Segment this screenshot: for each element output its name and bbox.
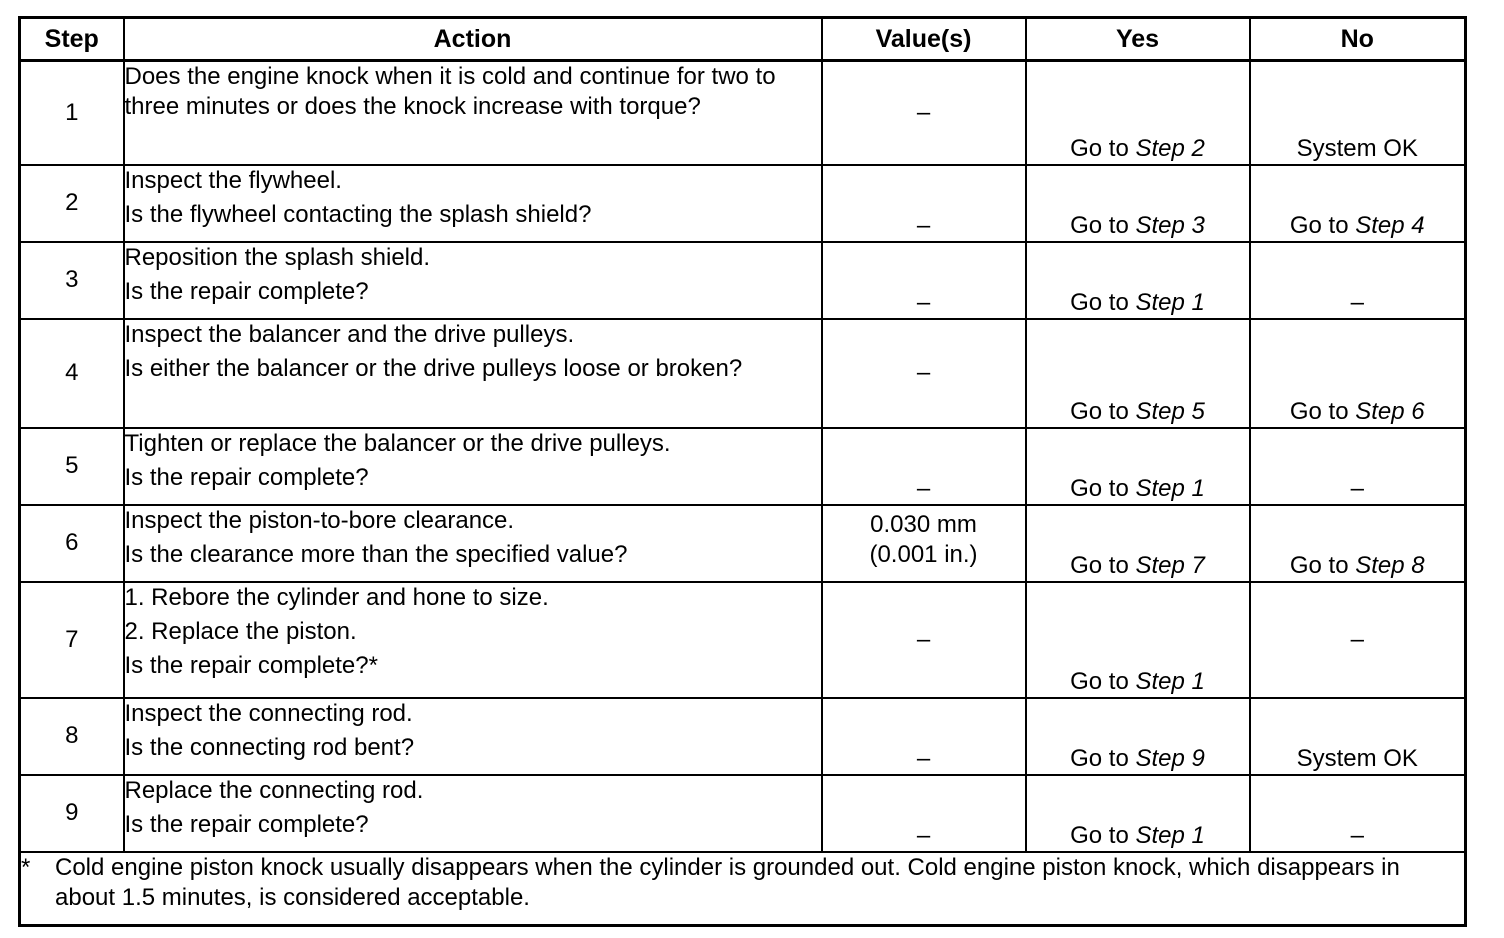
header-no: No <box>1250 18 1466 61</box>
footnote-cell <box>20 852 1466 926</box>
step-number: 5 <box>20 428 124 505</box>
action-line: Is the repair complete? <box>124 810 369 838</box>
yes-step-ref: Step 3 <box>1135 211 1205 239</box>
no-step-ref: Step 4 <box>1355 211 1425 239</box>
yes-cell <box>1026 242 1250 319</box>
action-line: Inspect the balancer and the drive pulleys. <box>124 320 575 348</box>
table-row <box>20 698 1466 775</box>
no-cell <box>1250 505 1466 582</box>
yes-prefix: Go to <box>1070 397 1136 425</box>
no-cell <box>1250 242 1466 319</box>
action-line: 1. Rebore the cylinder and hone to size. <box>124 583 549 611</box>
action-line: Inspect the piston-to-bore clearance. <box>124 506 515 534</box>
value-cell: – <box>822 165 1026 242</box>
no-prefix: System OK <box>1296 744 1418 772</box>
value-cell: – <box>822 61 1026 165</box>
yes-step-ref: Step 2 <box>1135 134 1205 162</box>
no-prefix: Go to <box>1289 211 1356 239</box>
value-cell: – <box>822 319 1026 428</box>
table-body <box>20 61 1466 926</box>
action-line: Replace the connecting rod. <box>124 776 424 804</box>
yes-cell <box>1026 428 1250 505</box>
yes-prefix: Go to <box>1070 744 1136 772</box>
yes-prefix: Go to <box>1070 134 1136 162</box>
action-line: Tighten or replace the balancer or the drive pulleys. <box>124 429 671 457</box>
header-yes: Yes <box>1026 18 1250 61</box>
value-cell: – <box>822 698 1026 775</box>
action-line: Inspect the connecting rod. <box>124 699 413 727</box>
yes-prefix: Go to <box>1070 667 1136 695</box>
step-number: 8 <box>20 698 124 775</box>
header-step: Step <box>20 18 124 61</box>
action-line: Is either the balancer or the drive pulleys loose or broken? <box>124 354 743 382</box>
no-cell <box>1250 61 1466 165</box>
action-line: Is the repair complete? <box>124 463 369 491</box>
no-step-ref: Step 6 <box>1355 397 1425 425</box>
action-cell <box>124 698 822 775</box>
yes-step-ref: Step 9 <box>1135 744 1205 772</box>
yes-prefix: Go to <box>1070 474 1136 502</box>
yes-prefix: Go to <box>1070 211 1136 239</box>
no-prefix: Go to <box>1289 397 1356 425</box>
no-prefix: System OK <box>1296 134 1418 162</box>
table-row <box>20 61 1466 165</box>
value-cell: – <box>822 242 1026 319</box>
no-cell <box>1250 698 1466 775</box>
action-line: 2. Replace the piston. <box>124 617 357 645</box>
yes-cell <box>1026 582 1250 698</box>
step-number: 3 <box>20 242 124 319</box>
value-metric: 0.030 mm <box>870 510 977 538</box>
table-row <box>20 582 1466 698</box>
no-cell <box>1250 165 1466 242</box>
value-cell <box>822 505 1026 582</box>
header-action: Action <box>124 18 822 61</box>
action-line: Reposition the splash shield. <box>124 243 431 271</box>
footnote-row <box>20 852 1466 926</box>
table-row <box>20 775 1466 852</box>
value-imperial: (0.001 in.) <box>869 540 978 568</box>
no-prefix: – <box>1350 821 1364 849</box>
action-line: Is the connecting rod bent? <box>124 733 415 761</box>
yes-cell <box>1026 165 1250 242</box>
no-cell <box>1250 775 1466 852</box>
no-prefix: – <box>1350 625 1364 653</box>
action-line: Is the repair complete? <box>124 277 369 305</box>
action-cell <box>124 775 822 852</box>
table-row <box>20 319 1466 428</box>
action-cell <box>124 242 822 319</box>
action-cell <box>124 319 822 428</box>
yes-cell <box>1026 61 1250 165</box>
value-cell: – <box>822 775 1026 852</box>
action-line: Inspect the flywheel. <box>124 166 342 194</box>
action-cell <box>124 428 822 505</box>
action-cell <box>124 61 822 165</box>
no-cell <box>1250 319 1466 428</box>
diagnostic-table <box>18 16 1467 927</box>
step-number: 1 <box>20 61 124 165</box>
footnote-text: Cold engine piston knock usually disappears when the cylinder is grounded out. Cold engine piston knock, which disappears in about 1.5 minutes, is considered acceptable. <box>55 853 1400 911</box>
yes-step-ref: Step 1 <box>1135 474 1205 502</box>
diagnostic-table-container <box>18 16 1464 927</box>
step-number: 7 <box>20 582 124 698</box>
table-row <box>20 165 1466 242</box>
no-prefix: – <box>1350 288 1364 316</box>
table-row <box>20 242 1466 319</box>
no-cell <box>1250 582 1466 698</box>
yes-prefix: Go to <box>1070 821 1136 849</box>
no-cell <box>1250 428 1466 505</box>
step-number: 2 <box>20 165 124 242</box>
yes-prefix: Go to <box>1070 288 1136 316</box>
yes-prefix: Go to <box>1070 551 1136 579</box>
action-line: Does the engine knock when it is cold and continue for two to three minutes or does the knock increase with torque? <box>124 63 776 120</box>
yes-cell <box>1026 505 1250 582</box>
yes-step-ref: Step 5 <box>1135 397 1205 425</box>
action-cell <box>124 165 822 242</box>
yes-step-ref: Step 1 <box>1135 667 1205 695</box>
yes-step-ref: Step 1 <box>1135 288 1205 316</box>
table-row <box>20 505 1466 582</box>
header-values: Value(s) <box>822 18 1026 61</box>
value-cell: – <box>822 428 1026 505</box>
step-number: 6 <box>20 505 124 582</box>
action-line: Is the clearance more than the specified value? <box>124 540 628 568</box>
step-number: 4 <box>20 319 124 428</box>
yes-step-ref: Step 1 <box>1135 821 1205 849</box>
table-row <box>20 428 1466 505</box>
yes-cell <box>1026 698 1250 775</box>
table-header-row <box>20 18 1466 61</box>
yes-cell <box>1026 319 1250 428</box>
no-prefix: – <box>1350 474 1364 502</box>
action-line: Is the flywheel contacting the splash shield? <box>124 200 592 228</box>
value-cell: – <box>822 582 1026 698</box>
action-cell <box>124 582 822 698</box>
footnote-marker: * <box>21 853 31 881</box>
yes-cell <box>1026 775 1250 852</box>
no-step-ref: Step 8 <box>1355 551 1425 579</box>
action-line: Is the repair complete?* <box>124 651 378 679</box>
no-prefix: Go to <box>1289 551 1356 579</box>
step-number: 9 <box>20 775 124 852</box>
yes-step-ref: Step 7 <box>1135 551 1205 579</box>
action-cell <box>124 505 822 582</box>
